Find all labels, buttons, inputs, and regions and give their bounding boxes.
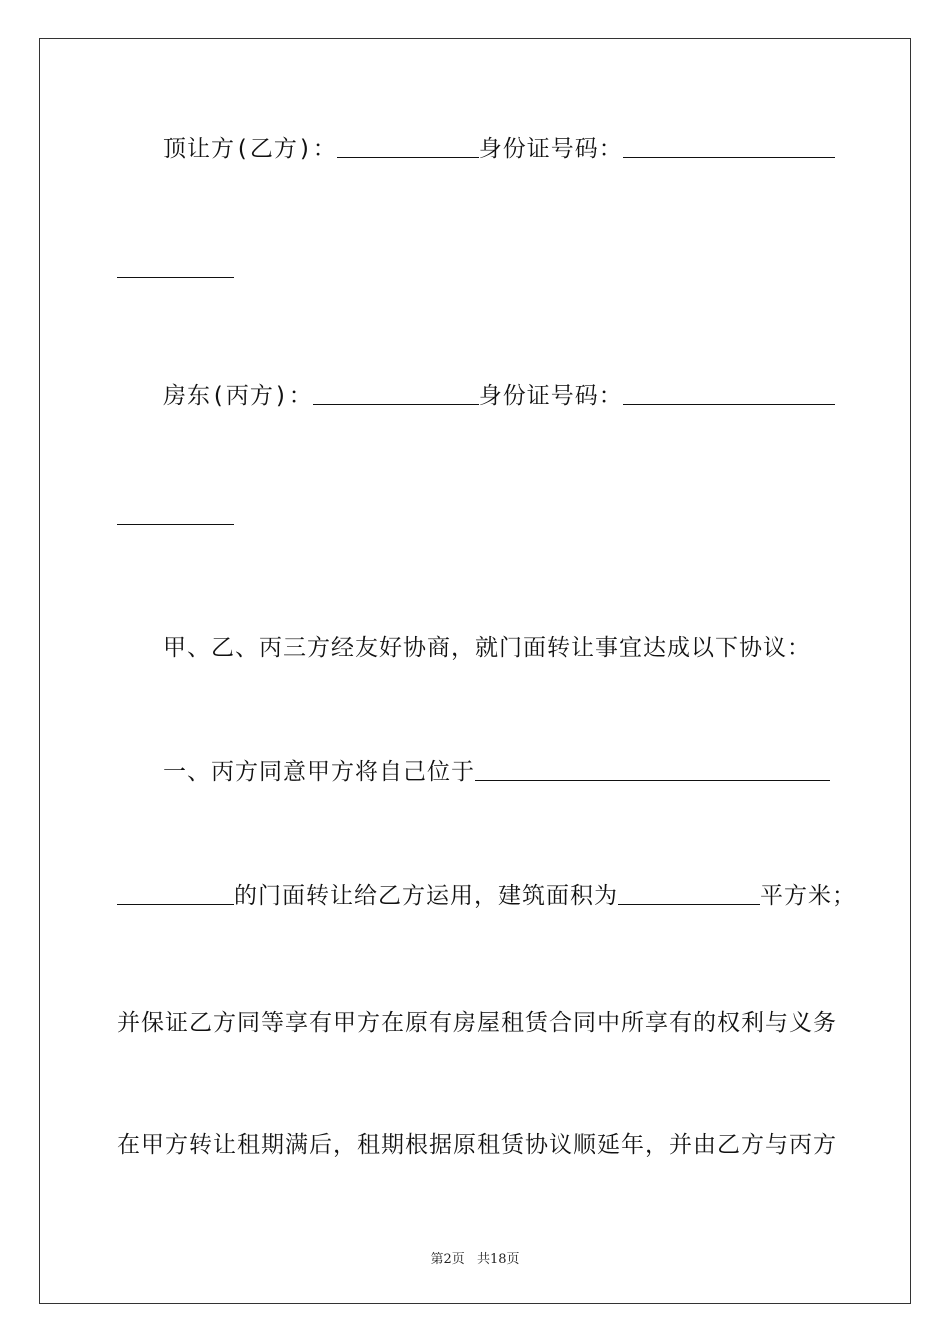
assignee-id-blank[interactable] xyxy=(623,157,835,158)
agreement-intro xyxy=(163,633,811,663)
assignee-line xyxy=(163,134,835,164)
location-blank[interactable] xyxy=(475,780,830,781)
location-blank-continued[interactable] xyxy=(117,904,234,905)
assignee-id-blank-continued[interactable] xyxy=(117,277,234,278)
assignee-id-continuation xyxy=(117,254,234,284)
assignee-name-blank[interactable] xyxy=(337,157,479,158)
rights-line xyxy=(117,1008,837,1038)
landlord-label: 房东(丙方)： xyxy=(163,383,313,409)
landlord-id-blank[interactable] xyxy=(623,404,835,405)
page-frame xyxy=(39,38,911,1304)
agreement-intro-text: 甲、乙、丙三方经友好协商，就门面转让事宜达成以下协议： xyxy=(163,635,811,661)
assignee-id-label: 身份证号码： xyxy=(478,136,623,162)
landlord-id-label: 身份证号码： xyxy=(478,383,623,409)
landlord-name-blank[interactable] xyxy=(313,404,479,405)
lease-term-line xyxy=(117,1130,837,1160)
landlord-id-continuation xyxy=(117,501,234,531)
area-blank[interactable] xyxy=(618,904,760,905)
clause-one-line xyxy=(163,757,830,787)
transfer-text: 的门面转让给乙方运用，建筑面积为 xyxy=(234,883,618,909)
assignee-label: 顶让方(乙方)： xyxy=(163,136,337,162)
area-line xyxy=(117,881,856,911)
clause-one-text: 一、丙方同意甲方将自己位于 xyxy=(163,759,475,785)
rights-text: 并保证乙方同等享有甲方在原有房屋租赁合同中所享有的权利与义务 xyxy=(117,1010,837,1036)
landlord-id-blank-continued[interactable] xyxy=(117,524,234,525)
lease-term-text: 在甲方转让租期满后，租期根据原租赁协议顺延年，并由乙方与丙方 xyxy=(117,1132,837,1158)
page-number-current: 第2页 xyxy=(430,1252,465,1267)
page-footer xyxy=(0,1248,950,1267)
landlord-line xyxy=(163,381,835,411)
area-unit: 平方米； xyxy=(760,883,856,909)
page-number-total: 共18页 xyxy=(476,1252,520,1267)
